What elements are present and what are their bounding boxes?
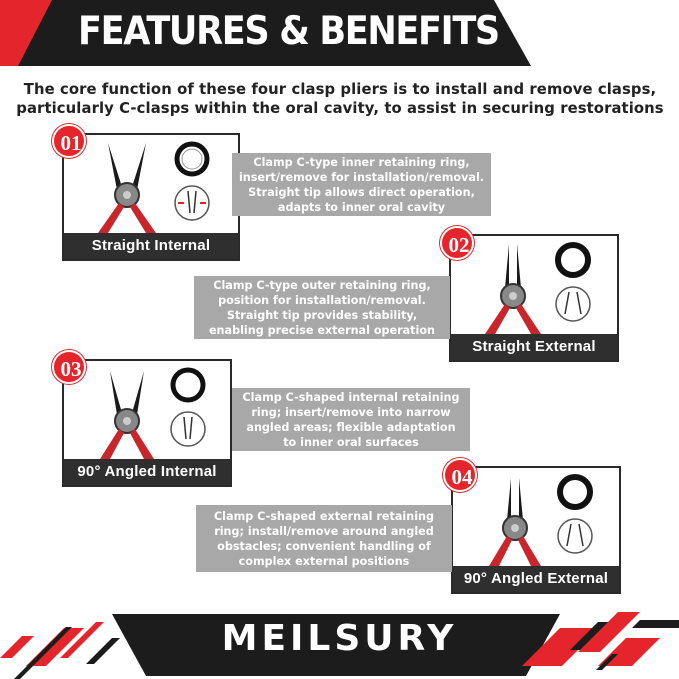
number-badge-01	[52, 124, 86, 158]
badge-number: 03	[60, 357, 82, 381]
number-badge-03	[52, 350, 86, 384]
card-caption: 90° Angled External	[453, 566, 619, 592]
badge-number: 04	[451, 465, 473, 489]
page-title: FEATURES & BENEFITS	[78, 9, 499, 54]
product-card-straight-internal	[62, 133, 240, 261]
description-box-angled-internal: Clamp C-shaped internal retaining ring; insert/remove into narrow angled areas; flexible adaptation to inner oral surfaces	[232, 388, 470, 451]
card-caption: 90° Angled Internal	[64, 459, 230, 485]
number-badge-04	[443, 458, 477, 492]
description-box-straight-internal: Clamp C-type inner retaining ring, insert/remove for installation/removal. Straight tip allows direct operation, adapts to inner oral cavity	[232, 153, 491, 216]
plier-angled-internal-icon	[64, 361, 230, 461]
intro-text: The core function of these four clasp pliers is to install and remove clasps, particularly C-clasps within the oral cavity, to assist in securing restorations	[16, 81, 664, 117]
plier-straight-internal-icon	[64, 135, 238, 235]
description-box-straight-external: Clamp C-type outer retaining ring, position for installation/removal. Straight tip provides stability, enabling precise external operation	[194, 276, 450, 339]
card-caption: Straight Internal	[64, 233, 238, 259]
badge-number: 01	[60, 131, 82, 155]
description-box-angled-external: Clamp C-shaped external retaining ring; install/remove around angled obstacles; convenient handling of complex external positions	[196, 505, 452, 572]
card-caption: Straight External	[451, 334, 617, 360]
badge-number: 02	[448, 233, 470, 257]
brand-logo: MEILSURY	[221, 618, 458, 659]
number-badge-02	[440, 226, 474, 260]
